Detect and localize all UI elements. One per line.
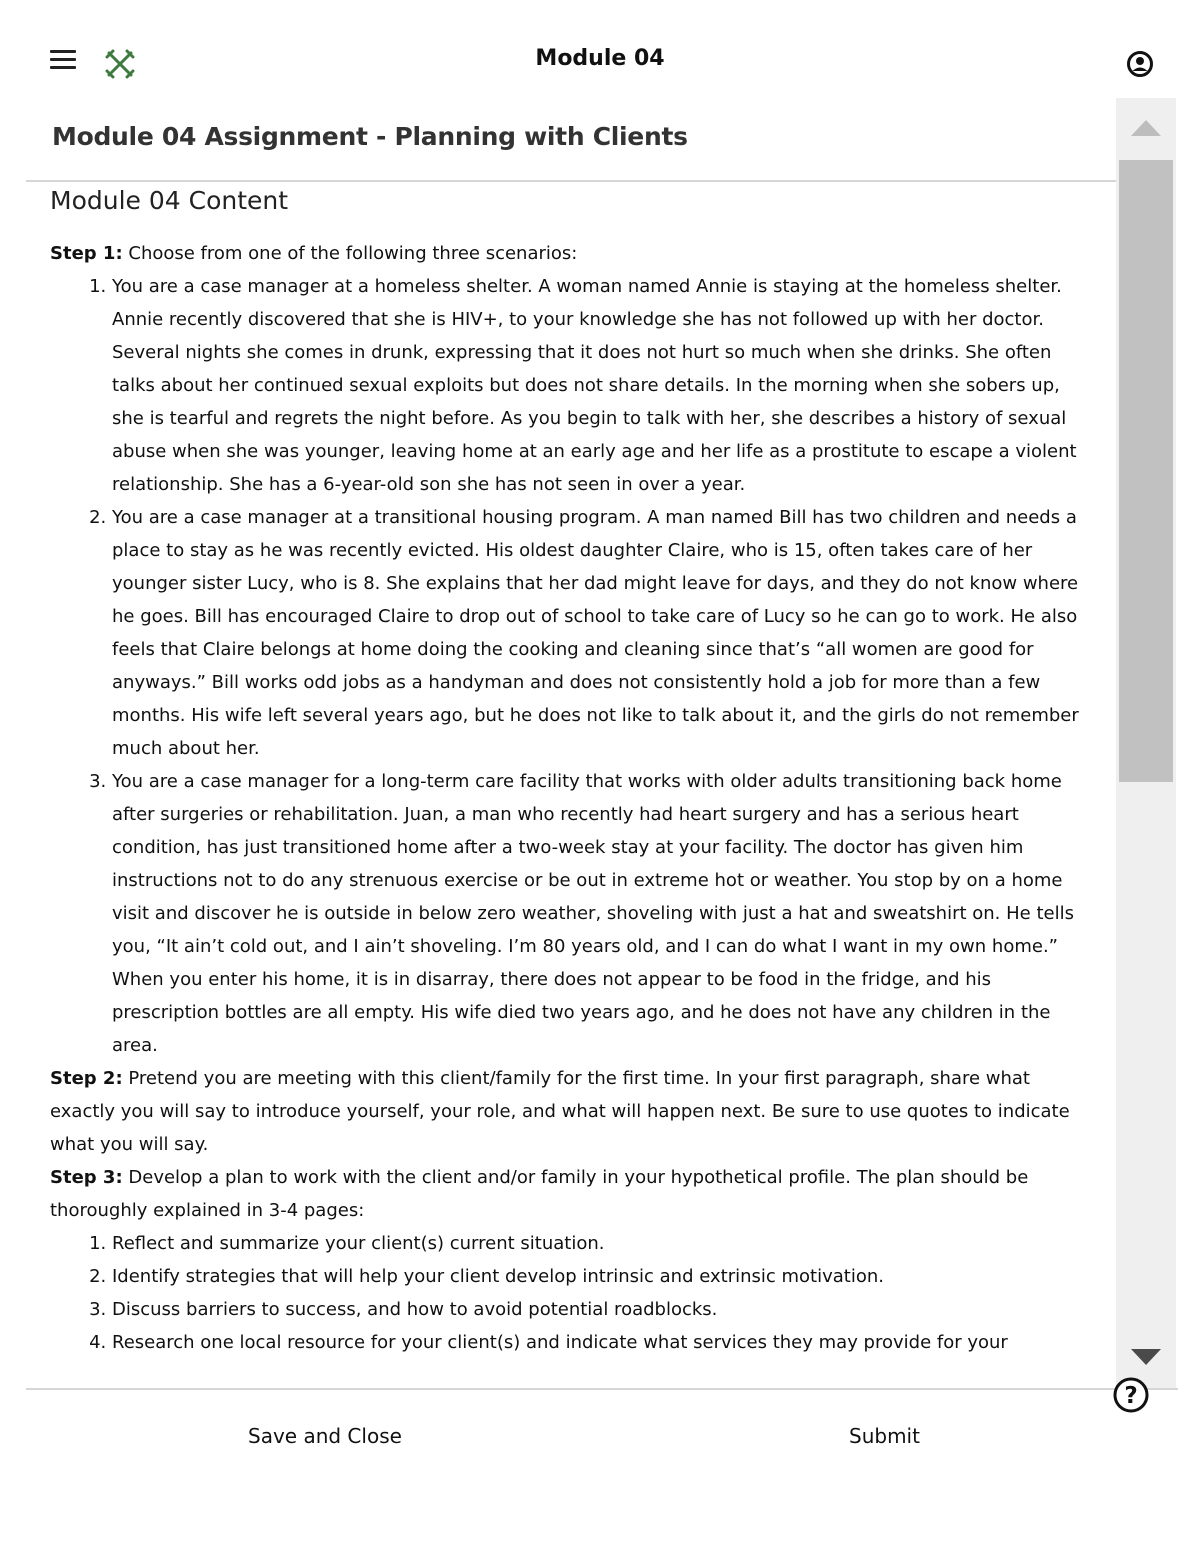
scenario-item: 1. You are a case manager at a homeless shelter. A woman named Annie is staying at the homeless shelter. Annie recently discovered that she is HIV+, to your knowledge she has not followed up with her doctor. Several nights she comes in drunk, expressing that it does not hurt so much when she drinks. She often talks about her continued sexual exploits but does not share details. In the morning when she sobers up, she is tearful and regrets the night before. As you begin to talk with her, she describes a history of sexual abuse when she was younger, leaving home at an early age and her life as a prostitute to escape a violent relationship. She has a 6-year-old son she has not seen in over a year. [112,270,1092,501]
step-1-paragraph [50,237,1092,270]
step-3-text: Develop a plan to work with the client and/or family in your hypothetical profile. The plan should be thoroughly explained in 3-4 pages: [50,1167,1029,1221]
step-2-label: Step 2: [50,1068,123,1089]
content-heading: Module 04 Content [50,186,289,215]
user-profile-icon[interactable] [1126,50,1154,78]
scenario-item: 3. You are a case manager for a long-term care facility that works with older adults transitioning back home after surgeries or rehabilitation. Juan, a man who recently had heart surgery and has a serious heart condition, has just transitioned home after a two-week stay at your facility. The doctor has given him instructions not to do any strenuous exercise or be out in extreme hot or weather. You stop by on a home visit and discover he is outside in below zero weather, shoveling with just a hat and sweatshirt on. He tells you, “It ain’t cold out, and I ain’t shoveling. I’m 80 years old, and I can do what I want in my own home.” When you enter his home, it is in disarray, there does not appear to be food in the fridge, and his prescription bottles are all empty. His wife died two years ago, and he does not have any children in the area. [112,765,1092,1062]
page-title: Module 04 [535,46,665,71]
top-bar [0,0,1200,96]
step-1-label: Step 1: [50,243,123,264]
plan-item: 2. Identify strategies that will help your client develop intrinsic and extrinsic motivation. [112,1260,1092,1293]
svg-text:?: ? [1124,1383,1138,1409]
scroll-up-arrow-icon[interactable] [1131,120,1161,136]
header-divider [26,180,1116,182]
step-3-label: Step 3: [50,1167,123,1188]
footer-divider [26,1388,1178,1390]
plan-item: 1. Reflect and summarize your client(s) current situation. [112,1227,1092,1260]
plan-item: 3. Discuss barriers to success, and how to avoid potential roadblocks. [112,1293,1092,1326]
step-2-paragraph [50,1062,1092,1161]
scenario-list [50,270,1092,1062]
plan-list [50,1227,1092,1359]
scenario-item: 2. You are a case manager at a transitional housing program. A man named Bill has two children and needs a place to stay as he was recently evicted. His oldest daughter Claire, who is 15, often takes care of her younger sister Lucy, who is 8. She explains that her dad might leave for days, and they do not know where he goes. Bill has encouraged Claire to drop out of school to take care of Lucy so he can go to work. He also feels that Claire belongs at home doing the cooking and cleaning since that’s “all women are good for anyways.” Bill works odd jobs as a handyman and does not consistently hold a job for more than a few months. His wife left several years ago, but he does not like to talk about it, and the girls do not remember much about her. [112,501,1092,765]
save-and-close-button[interactable]: Save and Close [248,1424,402,1448]
submit-button[interactable]: Submit [849,1424,920,1448]
plan-item: 4. Research one local resource for your client(s) and indicate what services they may provide for your [112,1326,1092,1359]
scrollbar-thumb[interactable] [1119,160,1173,782]
help-question-icon[interactable] [1112,1376,1150,1414]
scroll-down-arrow-icon[interactable] [1131,1349,1161,1365]
step-3-paragraph [50,1161,1092,1227]
step-1-text: Choose from one of the following three scenarios: [122,243,578,264]
assignment-title: Module 04 Assignment - Planning with Clients [52,122,688,151]
step-2-text: Pretend you are meeting with this client/family for the first time. In your first paragraph, share what exactly you will say to introduce yourself, your role, and what will happen next. Be sure to use quotes to indicate what you will say. [50,1068,1070,1155]
assignment-content[interactable] [26,184,1116,1388]
